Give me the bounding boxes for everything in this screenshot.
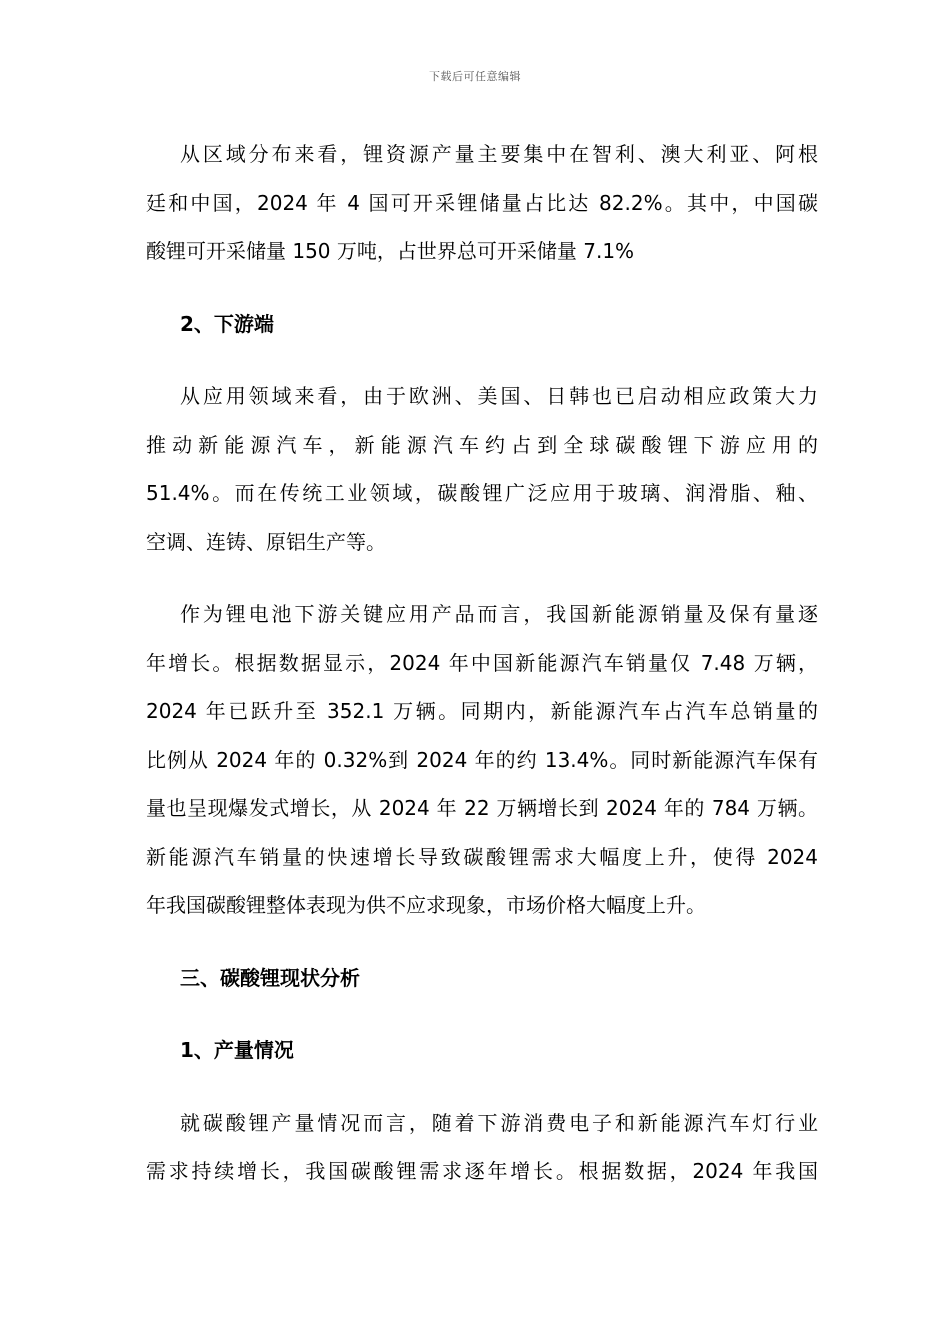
document-body (146, 130, 818, 1220)
text-line: 就碳酸锂产量情况而言，随着下游消费电子和新能源汽车灯行业 (180, 1110, 818, 1135)
paragraph-regional-distribution (146, 130, 818, 276)
text-line: 比例从 2024 年的 0.32%到 2024 年的约 13.4%。同时新能源汽车保有 (146, 747, 818, 772)
section-heading-downstream: 2、下游端 (180, 311, 274, 336)
text-line: 酸锂可开采储量 150 万吨，占世界总可开采储量 7.1% (146, 239, 635, 263)
text-line: 作为锂电池下游关键应用产品而言，我国新能源销量及保有量逐 (180, 602, 818, 626)
page-header-watermark: 下载后可任意编辑 (429, 70, 521, 83)
paragraph-production (146, 1099, 818, 1196)
text-line: 廷和中国，2024 年 4 国可开采锂储量占比达 82.2%。其中，中国碳 (146, 190, 818, 215)
text-line: 需求持续增长，我国碳酸锂需求逐年增长。根据数据，2024 年我国 (146, 1159, 818, 1183)
section-heading-production: 1、产量情况 (180, 1038, 294, 1062)
text-line: 年增长。根据数据显示，2024 年中国新能源汽车销量仅 7.48 万辆， (146, 650, 818, 675)
text-line: 2024 年已跃升至 352.1 万辆。同期内，新能源汽车占汽车总销量的 (146, 699, 818, 723)
text-line: 年我国碳酸锂整体表现为供不应求现象，市场价格大幅度上升。 (146, 893, 706, 917)
text-line: 从应用领域来看，由于欧洲、美国、日韩也已启动相应政策大力 (180, 384, 818, 408)
paragraph-application-field (146, 372, 818, 566)
text-line: 从区域分布来看，锂资源产量主要集中在智利、澳大利亚、阿根 (180, 142, 818, 166)
text-line: 51.4%。而在传统工业领域，碳酸锂广泛应用于玻璃、润滑脂、釉、 (146, 481, 818, 505)
text-line: 量也呈现爆发式增长，从 2024 年 22 万辆增长到 2024 年的 784 万辆。 (146, 796, 818, 820)
text-line: 新能源汽车销量的快速增长导致碳酸锂需求大幅度上升，使得 2024 (146, 844, 818, 869)
paragraph-nev-sales (146, 590, 818, 930)
section-heading-status-analysis: 三、碳酸锂现状分析 (180, 965, 360, 990)
text-line: 推动新能源汽车，新能源汽车约占到全球碳酸锂下游应用的 (146, 432, 818, 457)
text-line: 空调、连铸、原铝生产等。 (146, 529, 386, 554)
